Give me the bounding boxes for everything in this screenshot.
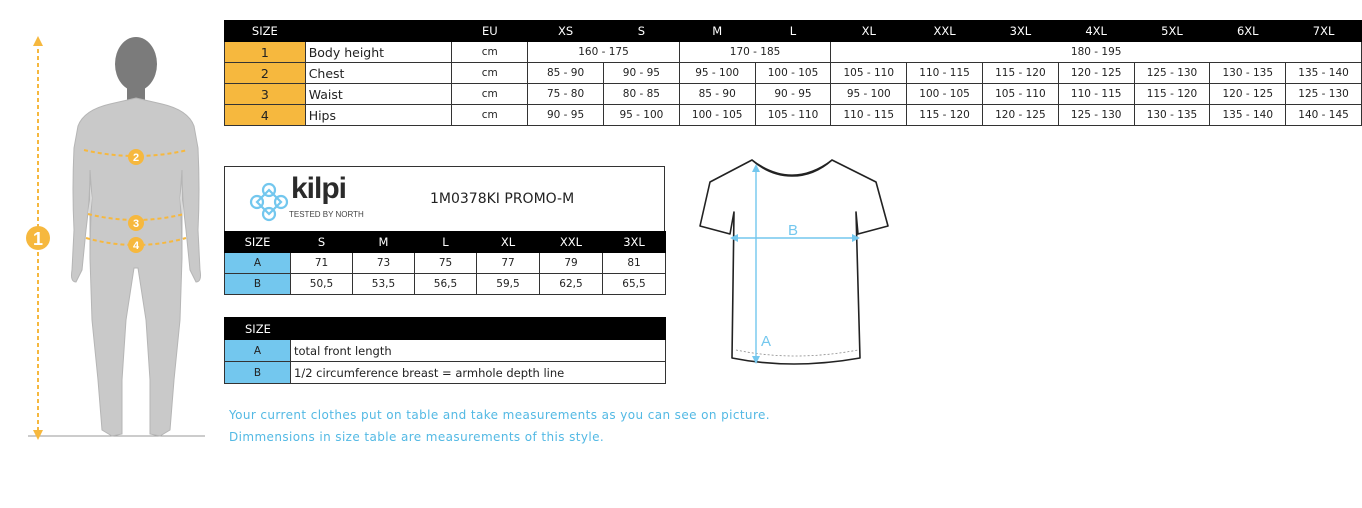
row-number: 4: [225, 105, 306, 126]
header-measure: [305, 21, 452, 42]
legend-row-a: [225, 340, 666, 362]
row-label: Hips: [305, 105, 452, 126]
table-cell: 80 - 85: [603, 84, 679, 105]
legend-header: [225, 318, 666, 340]
table-cell: 100 - 105: [679, 105, 755, 126]
brand-name: kilpi: [291, 172, 347, 205]
table-cell: 95 - 100: [831, 84, 907, 105]
table-cell: 95 - 100: [679, 63, 755, 84]
table-cell: 125 - 130: [1058, 105, 1134, 126]
table-cell: 65,5: [603, 274, 666, 295]
height-marker-label: 1: [32, 229, 44, 249]
table-cell: 85 - 90: [679, 84, 755, 105]
table-cell: 53,5: [353, 274, 415, 295]
chest-marker-label: 2: [132, 152, 140, 164]
table-row-b: [225, 274, 666, 295]
table-cell: 90 - 95: [603, 63, 679, 84]
row-key: A: [225, 253, 291, 274]
legend-header-size: SIZE: [225, 318, 666, 340]
table-row-chest: [225, 63, 1362, 84]
table-cell: 100 - 105: [907, 84, 983, 105]
header-xs: XS: [528, 21, 604, 42]
table-cell: 59,5: [477, 274, 540, 295]
header-xl: XL: [831, 21, 907, 42]
dimension-note: Dimmensions in size table are measurements of this style.: [229, 430, 605, 444]
body-measurement-figure: [0, 20, 215, 450]
table-cell: 110 - 115: [831, 105, 907, 126]
table-cell: 79: [540, 253, 603, 274]
waist-marker-label: 3: [132, 218, 140, 230]
garment-table-header: [225, 232, 666, 253]
header-6xl: 6XL: [1210, 21, 1286, 42]
tshirt-label-b: B: [788, 222, 799, 239]
table-cell: 71: [291, 253, 353, 274]
table-cell: 110 - 115: [907, 63, 983, 84]
table-cell: 75: [415, 253, 477, 274]
table-cell: 110 - 115: [1058, 84, 1134, 105]
tshirt-label-a: A: [761, 333, 772, 350]
height-xl-7xl: 180 - 195: [831, 42, 1362, 63]
header-7xl: 7XL: [1286, 21, 1362, 42]
header-m: M: [679, 21, 755, 42]
table-cell: 50,5: [291, 274, 353, 295]
header-s: S: [603, 21, 679, 42]
row-unit: cm: [452, 63, 528, 84]
legend-text: total front length: [291, 340, 666, 362]
height-xs-s: 160 - 175: [528, 42, 680, 63]
row-number: 2: [225, 63, 306, 84]
hips-marker-label: 4: [132, 240, 140, 252]
table-cell: 115 - 120: [907, 105, 983, 126]
row-label: Body height: [305, 42, 452, 63]
table-cell: 130 - 135: [1134, 105, 1210, 126]
row-unit: cm: [452, 42, 528, 63]
legend-row-b: [225, 362, 666, 384]
row-unit: cm: [452, 105, 528, 126]
table-row-body-height: [225, 42, 1362, 63]
tshirt-measurement-figure: [690, 150, 890, 380]
row-number: 1: [225, 42, 306, 63]
instruction-note: Your current clothes put on table and take measurements as you can see on picture.: [229, 408, 771, 422]
legend-key: B: [225, 362, 291, 384]
table-cell: 135 - 140: [1210, 105, 1286, 126]
header-4xl: 4XL: [1058, 21, 1134, 42]
table-cell: 85 - 90: [528, 63, 604, 84]
header-size: SIZE: [225, 21, 306, 42]
table-cell: 81: [603, 253, 666, 274]
measurement-legend-table: [224, 317, 666, 384]
table-cell: 130 - 135: [1210, 63, 1286, 84]
table-cell: 120 - 125: [982, 105, 1058, 126]
header-eu: EU: [452, 21, 528, 42]
table-cell: 120 - 125: [1210, 84, 1286, 105]
header-xxl: XXL: [907, 21, 983, 42]
table-cell: 100 - 105: [755, 63, 831, 84]
garment-size-table: [224, 231, 666, 295]
table-cell: 73: [353, 253, 415, 274]
table-cell: 140 - 145: [1286, 105, 1362, 126]
table-cell: 125 - 130: [1286, 84, 1362, 105]
table-cell: 56,5: [415, 274, 477, 295]
size-table-header: [225, 21, 1362, 42]
table-cell: 95 - 100: [603, 105, 679, 126]
header-3xl: 3XL: [982, 21, 1058, 42]
brand-tagline: TESTED BY NORTH: [289, 210, 364, 219]
table-cell: 105 - 110: [755, 105, 831, 126]
table-cell: 135 - 140: [1286, 63, 1362, 84]
row-label: Waist: [305, 84, 452, 105]
row-number: 3: [225, 84, 306, 105]
row-key: B: [225, 274, 291, 295]
header-l: L: [415, 232, 477, 253]
table-cell: 90 - 95: [528, 105, 604, 126]
height-m-l: 170 - 185: [679, 42, 831, 63]
header-m: M: [353, 232, 415, 253]
header-size: SIZE: [225, 232, 291, 253]
table-row-waist: [225, 84, 1362, 105]
table-cell: 125 - 130: [1134, 63, 1210, 84]
header-xxl: XXL: [540, 232, 603, 253]
style-code: 1M0378KI PROMO-M: [430, 191, 575, 207]
brand-header: [224, 166, 665, 232]
row-label: Chest: [305, 63, 452, 84]
header-xl: XL: [477, 232, 540, 253]
table-row-hips: [225, 105, 1362, 126]
header-l: L: [755, 21, 831, 42]
table-cell: 120 - 125: [1058, 63, 1134, 84]
row-unit: cm: [452, 84, 528, 105]
table-cell: 62,5: [540, 274, 603, 295]
table-cell: 115 - 120: [982, 63, 1058, 84]
legend-key: A: [225, 340, 291, 362]
table-row-a: [225, 253, 666, 274]
legend-text: 1/2 circumference breast = armhole depth line: [291, 362, 666, 384]
header-3xl: 3XL: [603, 232, 666, 253]
table-cell: 90 - 95: [755, 84, 831, 105]
header-5xl: 5XL: [1134, 21, 1210, 42]
table-cell: 105 - 110: [982, 84, 1058, 105]
table-cell: 77: [477, 253, 540, 274]
table-cell: 115 - 120: [1134, 84, 1210, 105]
table-cell: 75 - 80: [528, 84, 604, 105]
body-size-table: [224, 20, 1362, 126]
table-cell: 105 - 110: [831, 63, 907, 84]
header-s: S: [291, 232, 353, 253]
